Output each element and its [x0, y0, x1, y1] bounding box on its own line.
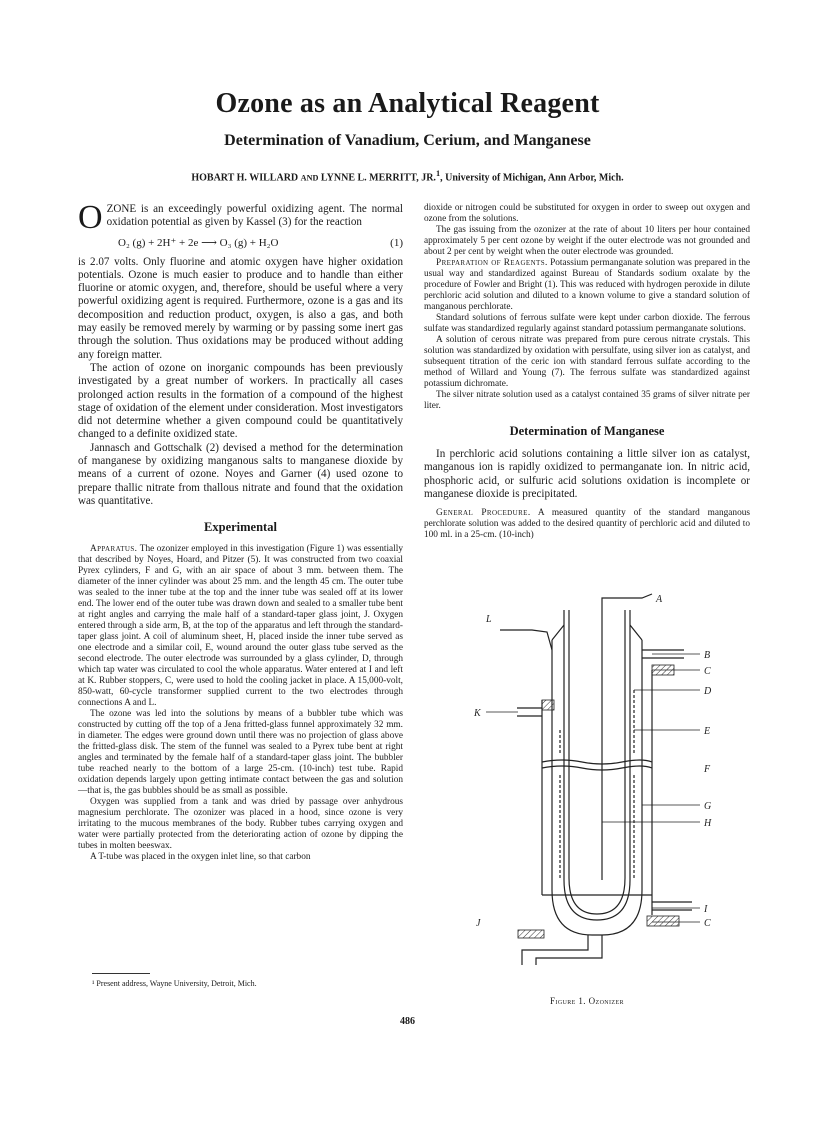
label-h: H: [704, 818, 712, 829]
author-and: AND: [300, 173, 319, 183]
inner-tube: [564, 610, 630, 920]
heading-experimental: Experimental: [204, 520, 277, 535]
reagents-text: Potassium permanganate solution was prepared in the usual way and standardized against Bureau of Standards sodium oxalate by the procedure of Fowler and Bright (1). This was reduced with hydrogen peroxide in dilute perchloric acid solution and diluted to a known volume to give a standard solution of manganous perchlorate.: [424, 258, 750, 312]
label-i: I: [704, 904, 708, 915]
break-line-lower: [542, 766, 652, 770]
water-inlet: [652, 902, 692, 910]
water-outlet: [517, 708, 542, 716]
footnote: ¹ Present address, Wayne University, Detroit, Mich.: [92, 979, 257, 988]
label-e: E: [704, 726, 711, 737]
electrode-wire: [602, 594, 652, 880]
stopper-top: [652, 665, 674, 675]
paragraph-potential: is 2.07 volts. Only fluorine and atomic oxygen have higher oxidation potentials. Ozone is much easier to produce and to handle than either fluorine or atomic oxygen, and, therefore, should be useful where a very powerful oxidizing agent is required. Furthermore, ozone is a gas and its decomposition and reduction product, oxygen, is also a gas, and both may easily be removed merely by warming or by passing some inert gas through the solution. Thus oxidations may be produced without adding any foreign matter.: [78, 255, 403, 361]
drop-cap: O: [78, 199, 103, 236]
paragraph-perchloric: In perchloric acid solutions containing a little silver ion as catalyst, manganous ion is rapidly oxidized to permanganate ion. In nitric acid, phosphoric acid, or sulfuric acid solutions oxidation is incomplete or manganese dioxide is precipitated.: [424, 448, 750, 500]
ozonizer-diagram: [452, 590, 732, 990]
label-k: K: [474, 708, 481, 719]
intro-section: [78, 199, 403, 508]
author-merritt: LYNNE L. MERRITT, JR.: [320, 172, 436, 184]
experimental-section: [78, 544, 403, 863]
footnote-rule: [92, 973, 150, 974]
outer-tube-top: [552, 625, 642, 640]
apparatus-label: Apparatus.: [90, 544, 138, 555]
label-j: J: [476, 918, 481, 929]
equation-1: [78, 236, 403, 250]
paragraph-ferrous-sulfate: Standard solutions of ferrous sulfate were kept under carbon dioxide. The ferrous sulfate was standardized regularly against standard potassium permanganate solutions.: [424, 313, 750, 334]
author-line: [0, 169, 815, 183]
article-subtitle: Determination of Vanadium, Cerium, and Manganese: [224, 132, 591, 149]
label-d: D: [704, 686, 712, 697]
intro-text: ZONE is an exceedingly powerful oxidizing agent. The normal oxidation potential as given by Kassel (3) for the reaction: [106, 203, 403, 229]
cooling-jacket: [542, 670, 652, 915]
figure-caption: Figure 1. Ozonizer: [550, 996, 624, 1006]
label-l: L: [486, 614, 492, 625]
article-title: Ozone as an Analytical Reagent: [215, 88, 600, 119]
procedure-label: General Procedure.: [436, 508, 531, 519]
inner-tube-inner-wall: [569, 610, 625, 914]
ozonizer-figure: [452, 590, 732, 995]
paragraph-carbon-dioxide: dioxide or nitrogen could be substituted for oxygen in order to sweep out oxygen and ozone from the solutions.: [424, 203, 750, 224]
intro-paragraph: [78, 199, 403, 236]
outer-tube: [552, 640, 642, 935]
author-footnote-mark: 1: [435, 169, 441, 178]
right-column: [424, 203, 750, 541]
paragraph-bubbler: The ozone was led into the solutions by means of a bubbler tube which was constructed by cutting off the top of a Jena fritted-glass funnel approximately 32 mm. in diameter. The edges were ground down until there was no projection of glass above the fritted-glass disk. The stem of the funnel was sealed to a Pyrex tube bent at right angles and terminated by the female half of a standard-taper glass joint. The bubbler tube reached nearly to the bottom of a large 25-cm. (10-inch) test tube. Rapid oxidation depends largely upon getting intimate contact between the gas and solution—that is, the gas bubbles should be as small as possible.: [78, 709, 403, 797]
paragraph-jannasch: Jannasch and Gottschalk (2) devised a method for the determination of manganese by oxidizing manganous salts to manganese dioxide by means of a current of ozone. Noyes and Garner (4) used ozone to prepare thallic nitrate from thallous nitrate and found that the oxidation was quantitative.: [78, 441, 403, 507]
procedure-text: A measured quantity of the standard manganous perchlorate solution was added to the desired quantity of perchloric acid and diluted to 100 ml. in a 25-cm. (10-inch): [424, 508, 750, 541]
joint-j: [518, 930, 544, 938]
equation-body: O₂ (g) + 2H⁺ + 2e ⟶ O₃ (g) + H₂O: [118, 236, 279, 249]
paragraph-t-tube: A T-tube was placed in the oxygen inlet line, so that carbon: [90, 852, 311, 863]
label-b: B: [704, 650, 711, 661]
reagents-section: [424, 203, 750, 412]
gas-outlet: [522, 935, 602, 965]
page-number: 486: [400, 1016, 415, 1027]
paragraph-oxygen-supply: Oxygen was supplied from a tank and was dried by passage over anhydrous magnesium perchlorate. The ozonizer was placed in a hood, since ozone is very irritating to the mucous membranes of the body. Rubber tubes carrying oxygen and water were partially protected from the deteriorating action of ozone by dipping the tubes in molten beeswax.: [78, 797, 403, 852]
outer-electrode-coil: [560, 690, 634, 880]
paragraph-silver-nitrate: The silver nitrate solution used as a catalyst contained 35 grams of silver nitrate per liter.: [424, 390, 750, 411]
label-g: G: [704, 801, 712, 812]
leader-lines: [486, 654, 700, 922]
break-line-upper: [542, 760, 652, 764]
electrode-l: [500, 630, 552, 650]
label-a: A: [656, 594, 663, 605]
heading-manganese: Determination of Manganese: [509, 424, 665, 438]
paragraph-previous-work: The action of ozone on inorganic compounds has been previously investigated by a great number of workers. In practically all cases prolonged action results in the formation of a compound of the highest stage of oxidation of the element under consideration. Most investigators did not determine whether a given compound could be quantitatively changed to a definite oxidized state.: [78, 361, 403, 441]
label-f: F: [704, 764, 711, 775]
manganese-section: [424, 448, 750, 501]
procedure-section: [424, 508, 750, 541]
paragraph-general-procedure: [424, 508, 750, 541]
stopper-bottom: [647, 916, 679, 926]
reagents-label: Preparation of Reagents.: [436, 258, 548, 268]
author-willard: HOBART H. WILLARD: [191, 172, 299, 184]
label-c-top: C: [704, 666, 711, 677]
paragraph-cerous-nitrate: A solution of cerous nitrate was prepared from pure cerous nitrate crystals. This solution was standardized by oxidation with persulfate, using silver ion as catalyst, and subsequent titration of the ceric ion with standard ferrous sulfate according to the method of Willard and Young (7). The ferrous sulfate was standardized against potassium dichromate.: [424, 335, 750, 389]
equation-number: (1): [390, 236, 403, 249]
affiliation: , University of Michigan, Ann Arbor, Mich.: [440, 172, 624, 184]
paragraph-gas-rate: The gas issuing from the ozonizer at the rate of about 10 liters per hour contained approximately 5 per cent ozone by weight if the outer electrode was not grounded and about 2 per cent by weight when the outer electrode was grounded.: [424, 225, 750, 257]
apparatus-text: The ozonizer employed in this investigation (Figure 1) was essentially that described by Noyes, Hoard, and Pitzer (5). It was constructed from two coaxial Pyrex cylinders, F and G, with an air space of about 3 mm. between them. The diameter of the inner cylinder was about 25 mm. and the length 45 cm. The outer tube was sealed to the inner tube at the top and the inner tube was sealed off at its lower end. The lower end of the outer tube was drawn down and sealed to a smaller tube bent at right angles and carrying the male half of a standard-taper glass joint, J. Oxygen entered through a side arm, B, at the top of the apparatus and left through the standard-taper glass joint. A coil of aluminum sheet, H, placed inside the inner tube served as one electrode and a similar coil, E, wound around the outer glass tube served as the second electrode. The outer electrode was surrounded by a glass cylinder, D, through which tap water was circulated to cool the whole apparatus. Water entered at I and left at K. Rubber stoppers, C, were used to hold the cooling jacket in place. A 15,000-volt, 850-watt, 60-cycle transformer supplied current to the two electrodes through connections A and L.: [78, 544, 403, 709]
left-column: [78, 199, 403, 863]
paragraph-apparatus: [78, 544, 403, 709]
label-c-bottom: C: [704, 918, 711, 929]
stopper-left: [542, 700, 554, 710]
paragraph-reagents: [424, 258, 750, 313]
